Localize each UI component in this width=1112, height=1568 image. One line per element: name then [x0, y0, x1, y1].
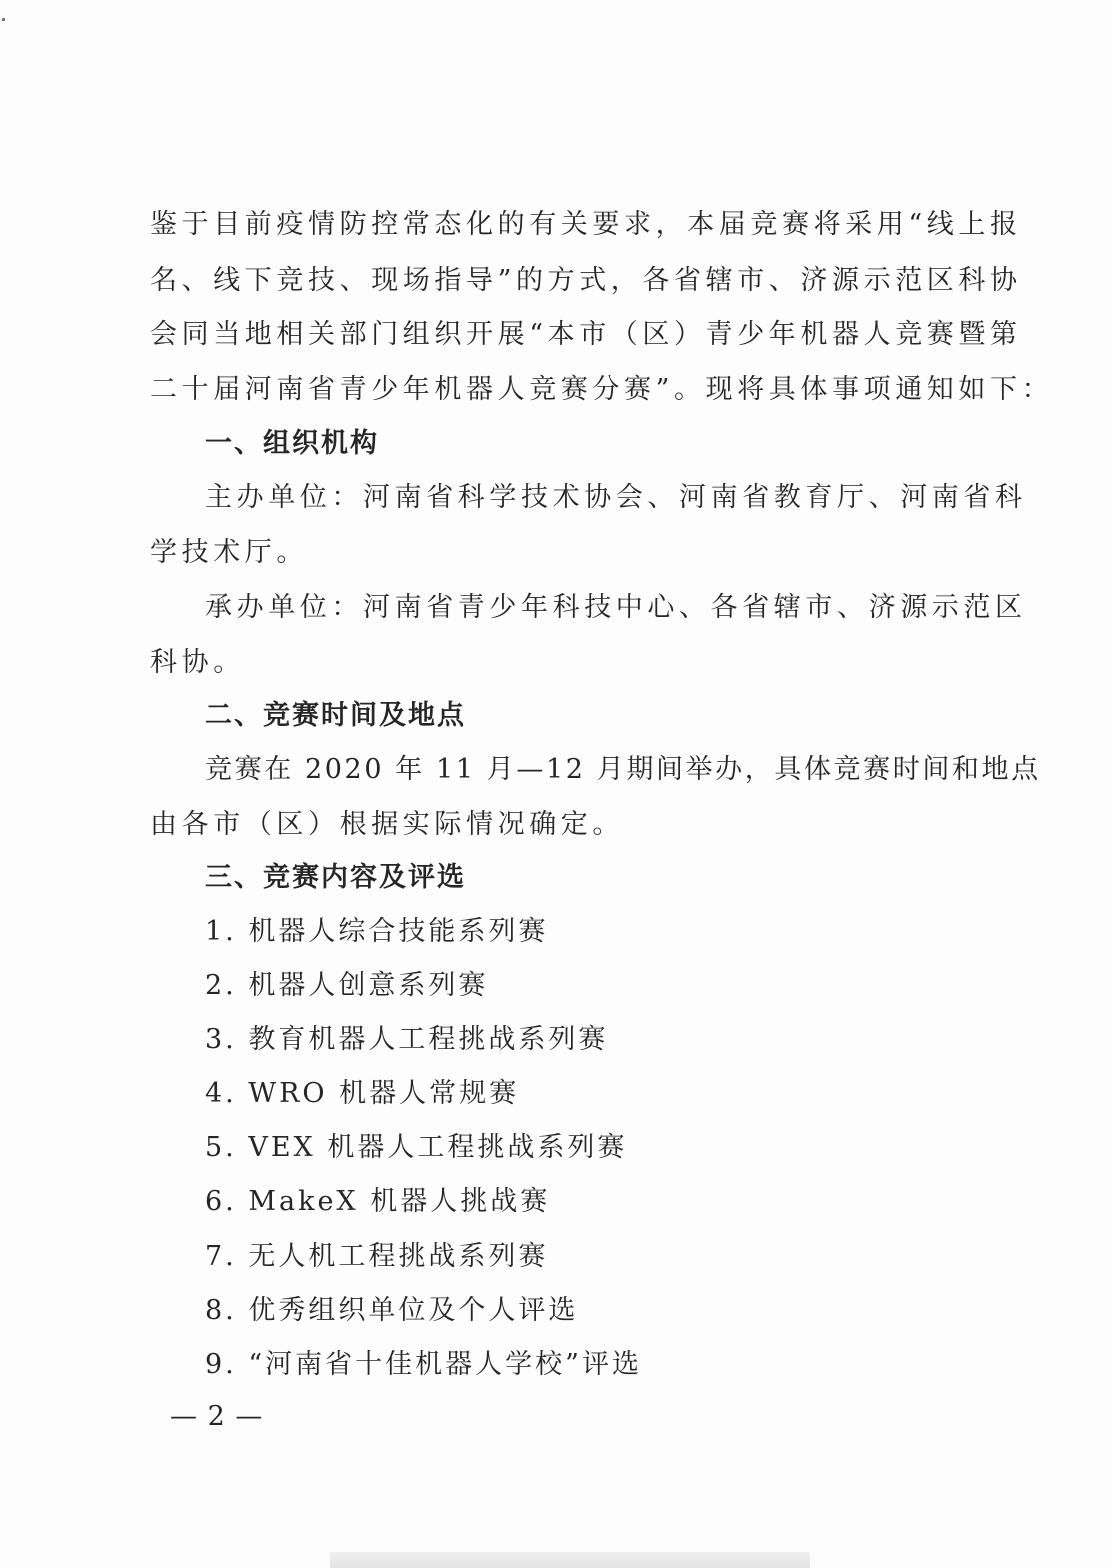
paragraph-line: 会同当地相关部门组织开展“本市（区）青少年机器人竞赛暨第	[150, 319, 1022, 350]
list-item: 4. WRO 机器人常规赛	[205, 1078, 520, 1109]
section-heading-content: 三、竞赛内容及评选	[205, 862, 466, 893]
page-number: — 2 —	[170, 1401, 264, 1432]
scan-artifact	[330, 1552, 810, 1568]
host-unit-line: 主办单位：河南省科学技术协会、河南省教育厅、河南省科	[205, 482, 1027, 513]
list-item: 6. MakeX 机器人挑战赛	[205, 1186, 551, 1217]
organizer-unit-line: 科协。	[150, 647, 245, 678]
section-heading-organization: 一、组织机构	[205, 428, 379, 459]
list-item: 5. VEX 机器人工程挑战系列赛	[205, 1132, 628, 1163]
list-item: 2. 机器人创意系列赛	[205, 970, 489, 1001]
list-item: 8. 优秀组织单位及个人评选	[205, 1295, 579, 1326]
time-location-line: 由各市（区）根据实际情况确定。	[150, 809, 624, 840]
list-item: 1. 机器人综合技能系列赛	[205, 916, 549, 947]
section-heading-time-location: 二、竞赛时间及地点	[205, 700, 466, 731]
paragraph-line: 名、线下竞技、现场指导”的方式，各省辖市、济源示范区科协	[150, 265, 1022, 296]
paragraph-line: 鉴于目前疫情防控常态化的有关要求，本届竞赛将采用“线上报	[150, 209, 1022, 240]
list-item: 3. 教育机器人工程挑战系列赛	[205, 1024, 609, 1055]
organizer-unit-line: 承办单位：河南省青少年科技中心、各省辖市、济源示范区	[205, 592, 1027, 623]
list-item: 9. “河南省十佳机器人学校”评选	[205, 1349, 642, 1380]
host-unit-line: 学技术厅。	[150, 537, 308, 568]
scan-artifact	[2, 18, 5, 21]
list-item: 7. 无人机工程挑战系列赛	[205, 1241, 549, 1272]
time-location-line: 竞赛在 2020 年 11 月—12 月期间举办，具体竞赛时间和地点	[205, 754, 1041, 785]
paragraph-line: 二十届河南省青少年机器人竞赛分赛”。现将具体事项通知如下：	[150, 374, 1054, 405]
